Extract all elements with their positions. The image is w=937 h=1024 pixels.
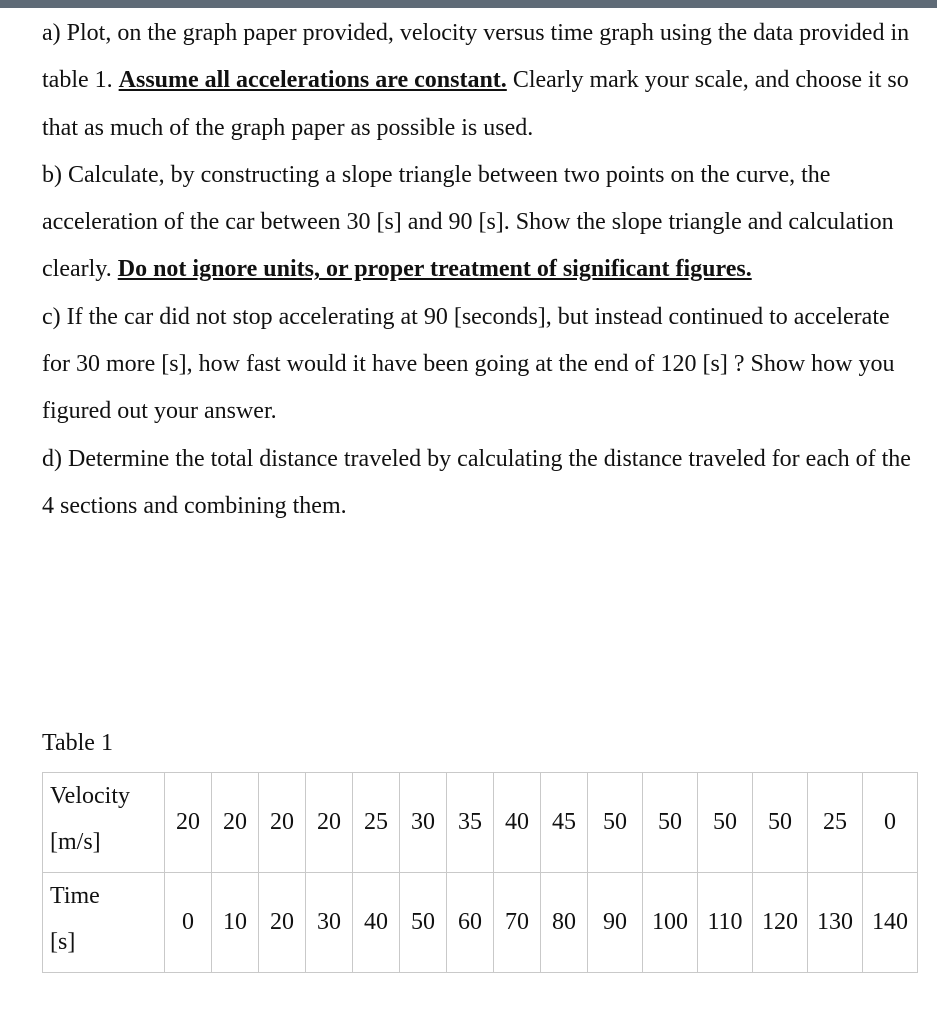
time-cell: 80 [541, 873, 588, 973]
velocity-cell: 50 [753, 773, 808, 873]
time-cell: 110 [698, 873, 753, 973]
question-a-text: a) Plot, on the graph paper provided, velocity versus time graph using the data provided in table 1. [42, 20, 910, 94]
velocity-cell: 25 [353, 773, 400, 873]
time-label: Time [50, 883, 100, 909]
time-cell: 30 [306, 873, 353, 973]
question-c-text: c) If the car did not stop accelerating at 90 [seconds], but instead continued to accelerate for 30 more [s], how fast would it have been going at the end of 120 [s] ? Show how you figured out your answer. [42, 303, 895, 425]
time-cell: 40 [353, 873, 400, 973]
velocity-cell: 50 [643, 773, 698, 873]
velocity-cell: 25 [808, 773, 863, 873]
time-cell: 70 [494, 873, 541, 973]
question-a-text-after: Clearly mark your scale, and choose it so that as much of the graph paper as possible is used. [42, 67, 909, 141]
velocity-cell: 40 [494, 773, 541, 873]
velocity-unit: [m/s] [50, 829, 101, 855]
time-cell: 140 [863, 873, 918, 973]
question-b-text: b) Calculate, by constructing a slope triangle between two points on the curve, the acceleration of the car between 30 [s] and 90 [s]. Show the slope triangle and calculation clearly. [42, 161, 894, 283]
velocity-label: Velocity [50, 783, 130, 809]
time-cell: 130 [808, 873, 863, 973]
time-unit: [s] [50, 929, 76, 955]
time-cell: 0 [165, 873, 212, 973]
question-text [42, 10, 922, 530]
question-a-emphasis: Assume all accelerations are constant. [118, 67, 507, 94]
question-d [42, 436, 922, 531]
question-c [42, 294, 922, 436]
velocity-cell: 50 [698, 773, 753, 873]
velocity-cell: 30 [400, 773, 447, 873]
velocity-cell: 20 [165, 773, 212, 873]
question-b-emphasis: Do not ignore units, or proper treatment of significant figures. [117, 256, 752, 283]
velocity-cell: 20 [212, 773, 259, 873]
velocity-cell: 20 [306, 773, 353, 873]
velocity-cell: 20 [259, 773, 306, 873]
data-table [42, 772, 918, 973]
time-cell: 10 [212, 873, 259, 973]
time-row [43, 873, 918, 973]
time-cell: 50 [400, 873, 447, 973]
top-bar [0, 0, 937, 8]
velocity-cell: 35 [447, 773, 494, 873]
velocity-cell: 0 [863, 773, 918, 873]
velocity-cell: 45 [541, 773, 588, 873]
table-caption: Table 1 [42, 730, 113, 756]
question-b [42, 152, 922, 294]
question-a [42, 10, 922, 152]
time-header [43, 873, 165, 973]
time-cell: 90 [588, 873, 643, 973]
time-cell: 20 [259, 873, 306, 973]
time-cell: 60 [447, 873, 494, 973]
velocity-cell: 50 [588, 773, 643, 873]
velocity-row [43, 773, 918, 873]
velocity-header [43, 773, 165, 873]
time-cell: 100 [643, 873, 698, 973]
question-d-text: d) Determine the total distance traveled by calculating the distance traveled for each of the 4 sections and combining them. [42, 445, 911, 519]
time-cell: 120 [753, 873, 808, 973]
